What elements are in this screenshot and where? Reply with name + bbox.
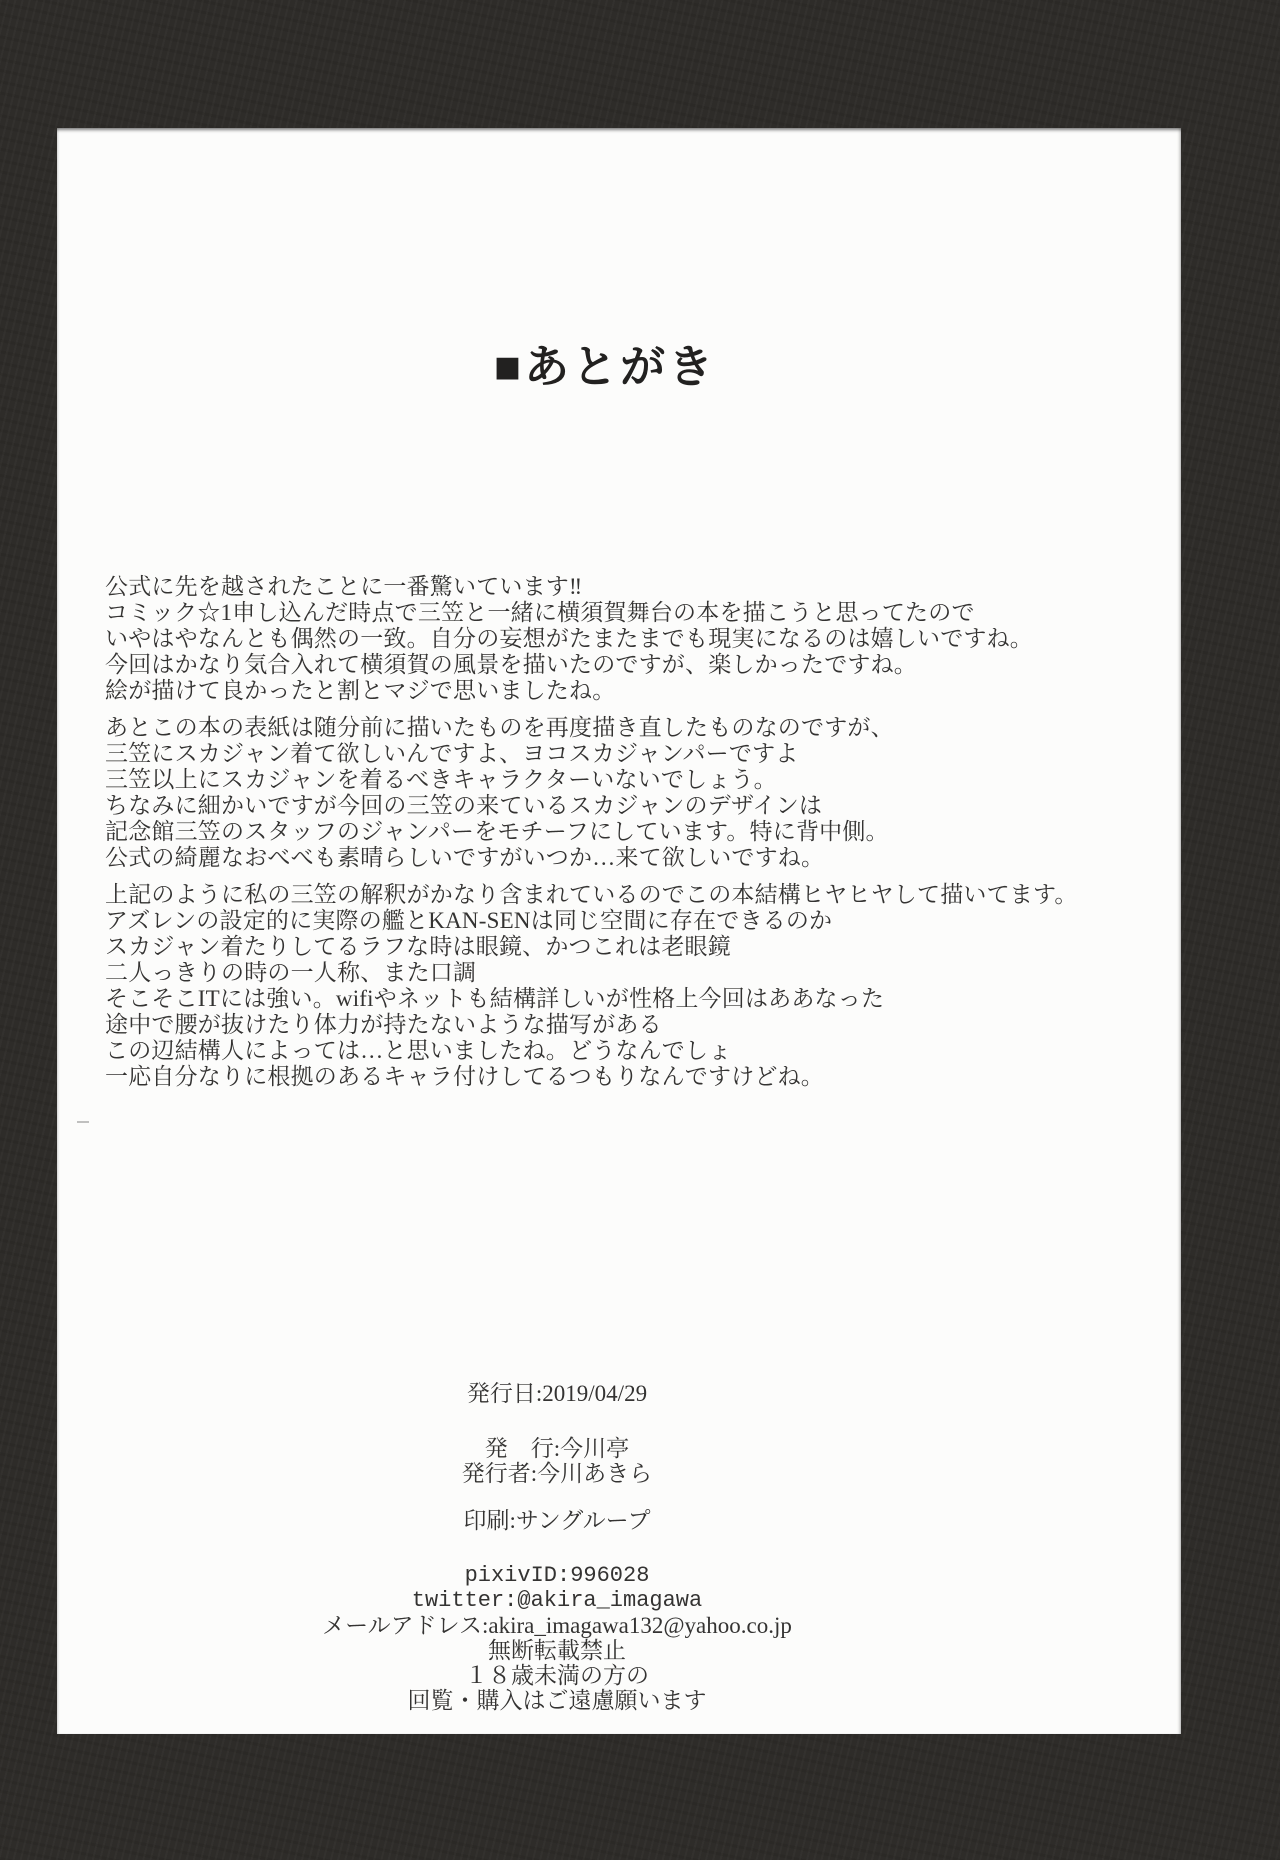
body-line: 公式に先を越されたことに一番驚いています‼ [105,574,583,599]
publication-date: 発行日:2019/04/29 [466,1381,648,1406]
body-line: 三笠以上にスカジャンを着るべきキャラクターいないでしょう。 [105,767,777,792]
paragraph-2 [105,715,1145,871]
body-line: 三笠にスカジャン着て欲しいんですよ、ヨコスカジャンパーですよ [105,741,799,766]
body-line: あとこの本の表紙は随分前に描いたものを再度描き直したものなのですが、 [105,715,894,740]
body-line: 記念館三笠のスタッフのジャンパーをモチーフにしています。特に背中側。 [105,819,889,844]
body-line: アズレンの設定的に実際の艦とKAN-SENは同じ空間に存在できるのか [105,908,833,933]
notice-age-restriction-1: １８歳未満の方の [465,1663,649,1688]
notice-age-restriction-2: 回覧・購入はご遠慮願います [407,1688,707,1713]
scan-artifact-dash [77,1121,89,1123]
body-line: 公式の綺麗なおべべも素晴らしいですがいつか…来て欲しいですね。 [105,845,825,870]
printer: 印刷:サングループ [463,1508,651,1533]
body-line: スカジャン着たりしてるラフな時は眼鏡、かつこれは老眼鏡 [105,934,731,959]
paragraph-1 [105,574,1145,704]
body-line: 今回はかなり気合入れて横須賀の風景を描いたのですが、楽しかったですね。 [105,652,917,677]
publisher-person: 発行者:今川あきら [461,1461,653,1486]
paper-page [57,128,1181,1734]
email-address: メールアドレス:akira_imagawa132@yahoo.co.jp [322,1613,792,1638]
paragraph-3 [105,882,1145,1090]
page-title: ■あとがき [493,342,717,392]
pixiv-id: pixivID:996028 [464,1563,650,1588]
body-line: そこそこITには強い。wifiやネットも結構詳しいが性格上今回はああなった [105,986,885,1011]
body-line: ちなみに細かいですが今回の三笠の来ているスカジャンのデザインは [105,793,823,818]
body-line: 途中で腰が抜けたり体力が持たないような描写がある [105,1012,662,1037]
body-line: この辺結構人によっては…と思いましたね。どうなんでしょ [105,1038,732,1063]
body-line: 一応自分なりに根拠のあるキャラ付けしてるつもりなんですけどね。 [105,1064,824,1089]
afterword-body [105,574,1145,1090]
publisher-circle: 発 行:今川亭 [484,1436,630,1461]
notice-no-reproduction: 無断転載禁止 [488,1638,626,1663]
body-line: 上記のように私の三笠の解釈がかなり含まれているのでこの本結構ヒヤヒヤして描いてます。 [105,882,1078,907]
body-line: いやはやなんとも偶然の一致。自分の妄想がたまたまでも現実になるのは嬉しいですね。 [105,626,1033,651]
twitter-handle: twitter:@akira_imagawa [411,1588,703,1613]
body-line: コミック☆1申し込んだ時点で三笠と一緒に横須賀舞台の本を描こうと思ってたので [105,600,975,625]
body-line: 絵が描けて良かったと割とマジで思いましたね。 [105,678,616,703]
colophon [57,1381,1057,1713]
body-line: 二人っきりの時の一人称、また口調 [105,960,477,985]
